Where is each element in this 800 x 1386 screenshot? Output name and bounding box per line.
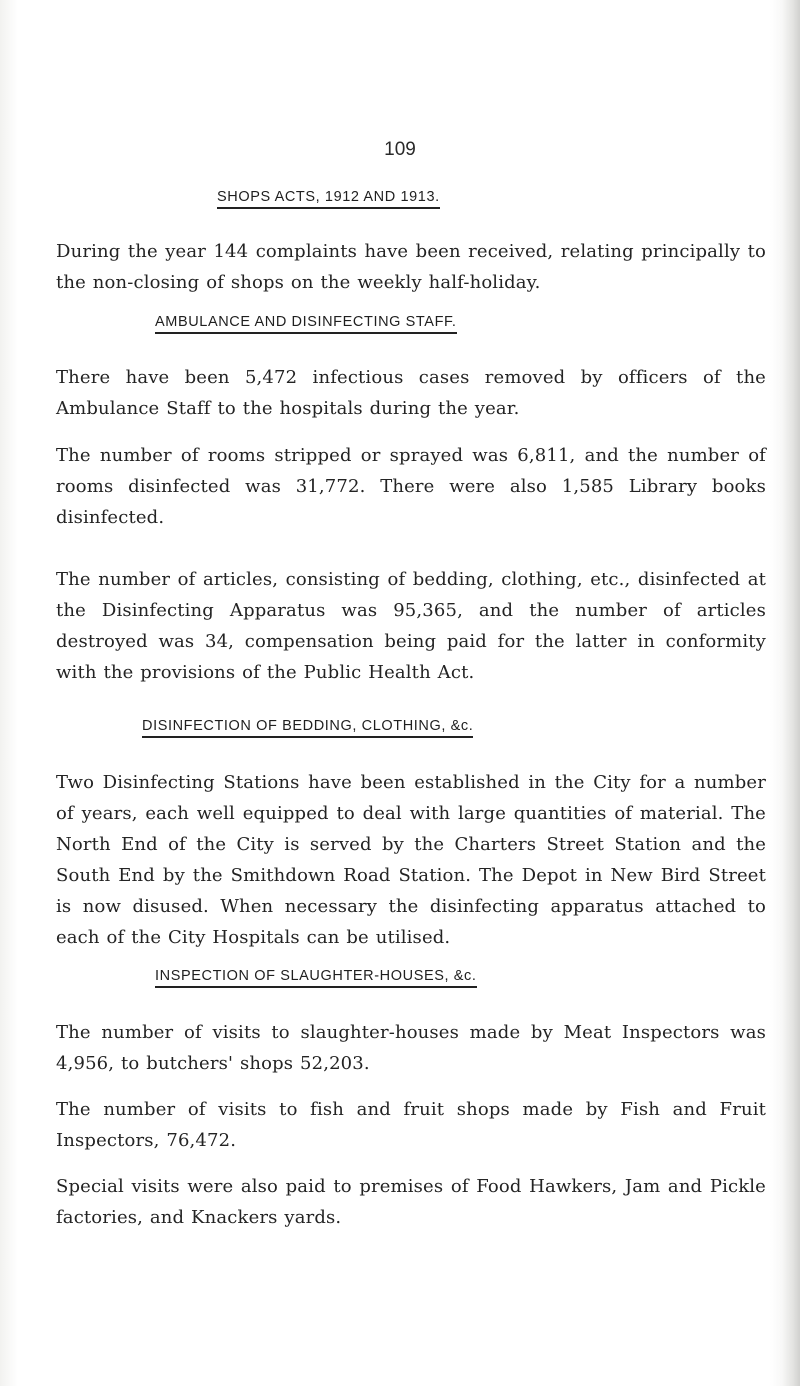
paragraph-rooms-disinfected: The number of rooms stripped or sprayed was 6,811, and the number of rooms disinfected was 31,772. There were also 1,585 Library books disinfected. xyxy=(56,445,766,528)
page-edge-shadow xyxy=(782,0,800,1386)
paragraph-special-visits: Special visits were also paid to premises of Food Hawkers, Jam and Pickle factories, and Knackers yards. xyxy=(56,1176,766,1228)
section-heading-shops-acts: SHOPS ACTS, 1912 AND 1913. xyxy=(217,188,440,209)
page-number: 109 xyxy=(384,139,416,160)
section-heading-ambulance-staff: AMBULANCE AND DISINFECTING STAFF. xyxy=(155,313,457,334)
paragraph-fish-fruit-inspections: The number of visits to fish and fruit shops made by Fish and Fruit Inspectors, 76,472. xyxy=(56,1099,766,1151)
paragraph-shops-complaints: During the year 144 complaints have been received, relating principally to the non-closing of shops on the weekly half-holiday. xyxy=(56,241,766,293)
paragraph-meat-inspections: The number of visits to slaughter-houses made by Meat Inspectors was 4,956, to butchers' shops 52,203. xyxy=(56,1022,766,1074)
section-heading-disinfection-bedding: DISINFECTION OF BEDDING, CLOTHING, &c. xyxy=(142,717,473,738)
paragraph-articles-disinfected: The number of articles, consisting of bedding, clothing, etc., disinfected at the Disinfecting Apparatus was 95,365, and the number of articles destroyed was 34, compensation being paid for the latter in conformity with the provisions of the Public Health Act. xyxy=(56,569,766,683)
section-heading-slaughter-houses: INSPECTION OF SLAUGHTER-HOUSES, &c. xyxy=(155,967,477,988)
paragraph-infectious-cases: There have been 5,472 infectious cases removed by officers of the Ambulance Staff to the hospitals during the year. xyxy=(56,367,766,419)
paragraph-disinfecting-stations: Two Disinfecting Stations have been established in the City for a number of years, each well equipped to deal with large quantities of material. The North End of the City is served by the Charters Street Station and the South End by the Smithdown Road Station. The Depot in New Bird Street is now disused. When necessary the disinfecting apparatus attached to each of the City Hospitals can be utilised. xyxy=(56,772,766,948)
